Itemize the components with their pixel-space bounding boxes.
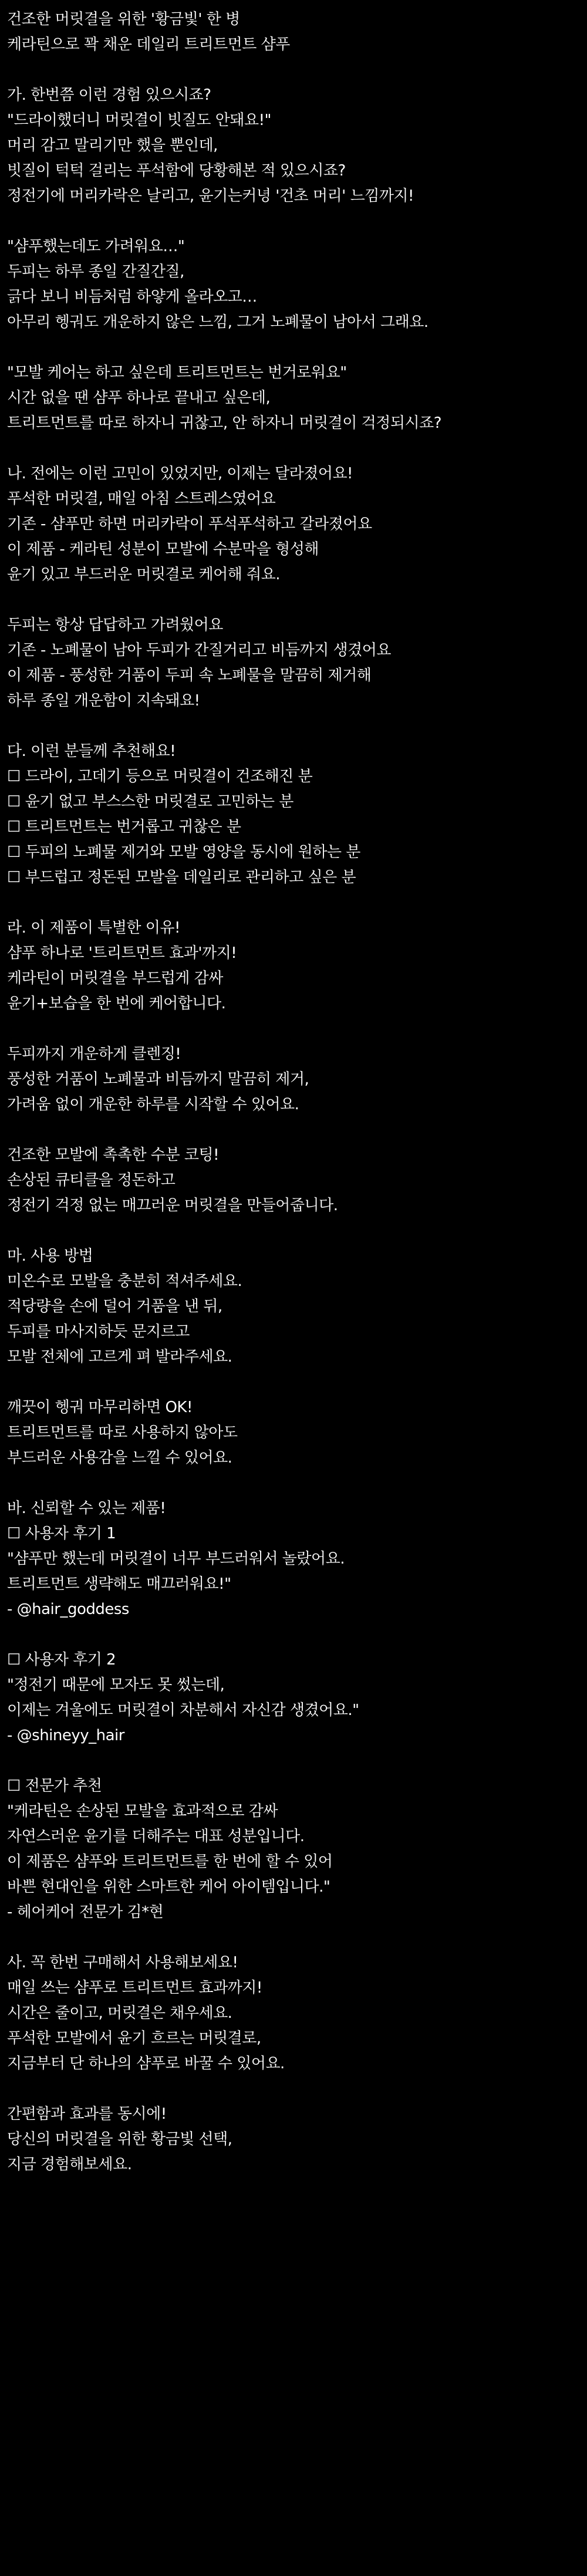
scalp-comparison-block [7, 613, 580, 714]
review-text: "케라틴은 손상된 모발을 효과적으로 감싸 [7, 1802, 278, 1820]
text-line: 이 제품 - 풍성한 거품이 두피 속 노폐물을 말끔히 제거해 [7, 667, 372, 684]
text-line: 푸석한 모발에서 윤기 흐르는 머릿결로, [7, 2030, 261, 2047]
review-text: 자연스러운 윤기를 더해주는 대표 성분입니다. [7, 1828, 305, 1845]
expert-recommendation-block [7, 1774, 580, 1925]
checklist-item: ☐ 드라이, 고데기 등으로 머릿결이 건조해진 분 [7, 768, 313, 785]
review-title: ☐ 사용자 후기 2 [7, 1651, 116, 1669]
review-text: "샴푸만 했는데 머릿결이 너무 부드러워서 놀랐어요. [7, 1550, 345, 1568]
text-line: 지금부터 단 하나의 샴푸로 바꿀 수 있어요. [7, 2055, 285, 2072]
text-line: 정전기 걱정 없는 매끄러운 머릿결을 만들어줍니다. [7, 1197, 338, 1214]
section-heading: 바. 신뢰할 수 있는 제품! [7, 1500, 166, 1517]
text-line: 두피까지 개운하게 클렌징! [7, 1045, 181, 1063]
text-line: 미온수로 모발을 충분히 적셔주세요. [7, 1272, 242, 1290]
section-na-block [7, 461, 580, 588]
text-line: 아무리 헹궈도 개운하지 않은 느낌, 그거 노폐물이 남아서 그래요. [7, 313, 429, 331]
section-heading: 나. 전에는 이런 고민이 있었지만, 이제는 달라졌어요! [7, 465, 353, 482]
review-title: ☐ 전문가 추천 [7, 1777, 102, 1795]
review-title: ☐ 사용자 후기 1 [7, 1525, 116, 1542]
text-line: 두피는 항상 답답하고 가려웠어요 [7, 616, 223, 634]
section-ra-block [7, 916, 580, 1017]
text-line: 간편함과 효과를 동시에! [7, 2105, 167, 2123]
text-line: 시간은 줄이고, 머릿결은 채우세요. [7, 2004, 232, 2022]
text-line: 이 제품 - 케라틴 성분이 모발에 수분막을 형성해 [7, 541, 319, 558]
checklist-item: ☐ 트리트먼트는 번거롭고 귀찮은 분 [7, 818, 241, 836]
rinse-block [7, 1395, 580, 1471]
cleansing-block [7, 1042, 580, 1117]
text-line: 지금 경험해보세요. [7, 2156, 132, 2173]
text-line: 가려움 없이 개운한 하루를 시작할 수 있어요. [7, 1096, 299, 1113]
section-heading: 가. 한번쯤 이런 경험 있으시죠? [7, 86, 211, 104]
text-line: 하루 종일 개운함이 지속돼요! [7, 692, 200, 710]
checklist-item: ☐ 두피의 노폐물 제거와 모발 영양을 동시에 원하는 분 [7, 843, 360, 861]
text-line: 긁다 보니 비듬처럼 하얗게 올라오고… [7, 288, 257, 306]
section-heading: 다. 이런 분들께 추천해요! [7, 742, 176, 760]
review-2-block [7, 1647, 580, 1748]
itchy-scalp-block [7, 234, 580, 335]
text-line: 풍성한 거품이 노폐물과 비듬까지 말끔히 제거, [7, 1071, 309, 1088]
text-line: 깨끗이 헹궈 마무리하면 OK! [7, 1399, 193, 1416]
review-author: - @hair_goddess [7, 1601, 129, 1618]
text-line: "샴푸했는데도 가려워요…" [7, 238, 185, 255]
section-heading: 라. 이 제품이 특별한 이유! [7, 919, 180, 937]
section-ga-block [7, 83, 580, 209]
closing-block [7, 2102, 580, 2177]
review-text: 트리트먼트 생략해도 매끄러워요!" [7, 1575, 231, 1593]
text-line: 윤기+보습을 한 번에 케어합니다. [7, 995, 226, 1012]
review-author: - @shineyy_hair [7, 1727, 124, 1744]
text-line: 푸석한 머릿결, 매일 아침 스트레스였어요 [7, 490, 276, 508]
text-line: 당신의 머릿결을 위한 황금빛 선택, [7, 2131, 232, 2148]
product-description-document [7, 7, 580, 2203]
section-heading: 마. 사용 방법 [7, 1247, 93, 1265]
section-sa-block [7, 1950, 580, 2077]
text-line: 적당량을 손에 덜어 거품을 낸 뒤, [7, 1298, 222, 1315]
text-line: 건조한 모발에 촉촉한 수분 코팅! [7, 1146, 219, 1164]
review-author: - 헤어케어 전문가 김*현 [7, 1903, 164, 1921]
text-line: 정전기에 머리카락은 날리고, 윤기는커녕 '건초 머리' 느낌까지! [7, 187, 414, 205]
checklist-item: ☐ 부드럽고 정돈된 모발을 데일리로 관리하고 싶은 분 [7, 869, 356, 886]
text-line: 머리 감고 말리기만 했을 뿐인데, [7, 137, 218, 154]
text-line: "모발 케어는 하고 싶은데 트리트먼트는 번거로워요" [7, 364, 347, 381]
treatment-hassle-block [7, 360, 580, 436]
text-line: 기존 - 노폐물이 남아 두피가 간질거리고 비듬까지 생겼어요 [7, 642, 392, 659]
section-da-block [7, 739, 580, 890]
text-line: 두피는 하루 종일 간질간질, [7, 263, 184, 281]
text-line: 매일 쓰는 샴푸로 트리트먼트 효과까지! [7, 1979, 262, 1997]
headline-line: 건조한 머릿결을 위한 '황금빛' 한 병 [7, 11, 240, 28]
text-line: 부드러운 사용감을 느낄 수 있어요. [7, 1449, 232, 1467]
text-line: 두피를 마사지하듯 문지르고 [7, 1323, 190, 1341]
moisture-coating-block [7, 1143, 580, 1218]
text-line: 샴푸 하나로 '트리트먼트 효과'까지! [7, 944, 237, 962]
text-line: 기존 - 샴푸만 하면 머리카락이 푸석푸석하고 갈라졌어요 [7, 515, 372, 533]
section-ba-block [7, 1496, 580, 1622]
text-line: 모발 전체에 고르게 펴 발라주세요. [7, 1348, 232, 1366]
text-line: 트리트먼트를 따로 사용하지 않아도 [7, 1424, 238, 1441]
text-line: 트리트먼트를 따로 하자니 귀찮고, 안 하자니 머릿결이 걱정되시죠? [7, 414, 442, 432]
checklist-item: ☐ 윤기 없고 부스스한 머릿결로 고민하는 분 [7, 793, 294, 811]
text-line: 윤기 있고 부드러운 머릿결로 케어해 줘요. [7, 566, 281, 583]
intro-block [7, 7, 580, 58]
review-text: 이제는 겨울에도 머릿결이 차분해서 자신감 생겼어요." [7, 1701, 359, 1719]
text-line: 시간 없을 땐 샴푸 하나로 끝내고 싶은데, [7, 389, 271, 407]
review-text: 바쁜 현대인을 위한 스마트한 케어 아이템입니다." [7, 1878, 330, 1896]
review-text: "정전기 때문에 모자도 못 썼는데, [7, 1676, 225, 1694]
section-ma-block [7, 1244, 580, 1370]
text-line: 빗질이 턱턱 걸리는 푸석함에 당황해본 적 있으시죠? [7, 162, 346, 180]
text-line: 케라틴이 머릿결을 부드럽게 감싸 [7, 970, 223, 987]
text-line: 손상된 큐티클을 정돈하고 [7, 1171, 176, 1189]
text-line: "드라이했더니 머릿결이 빗질도 안돼요!" [7, 112, 271, 129]
review-text: 이 제품은 샴푸와 트리트먼트를 한 번에 할 수 있어 [7, 1853, 333, 1871]
subheadline-line: 케라틴으로 꽉 채운 데일리 트리트먼트 샴푸 [7, 36, 290, 53]
section-heading: 사. 꼭 한번 구매해서 사용해보세요! [7, 1954, 238, 1971]
